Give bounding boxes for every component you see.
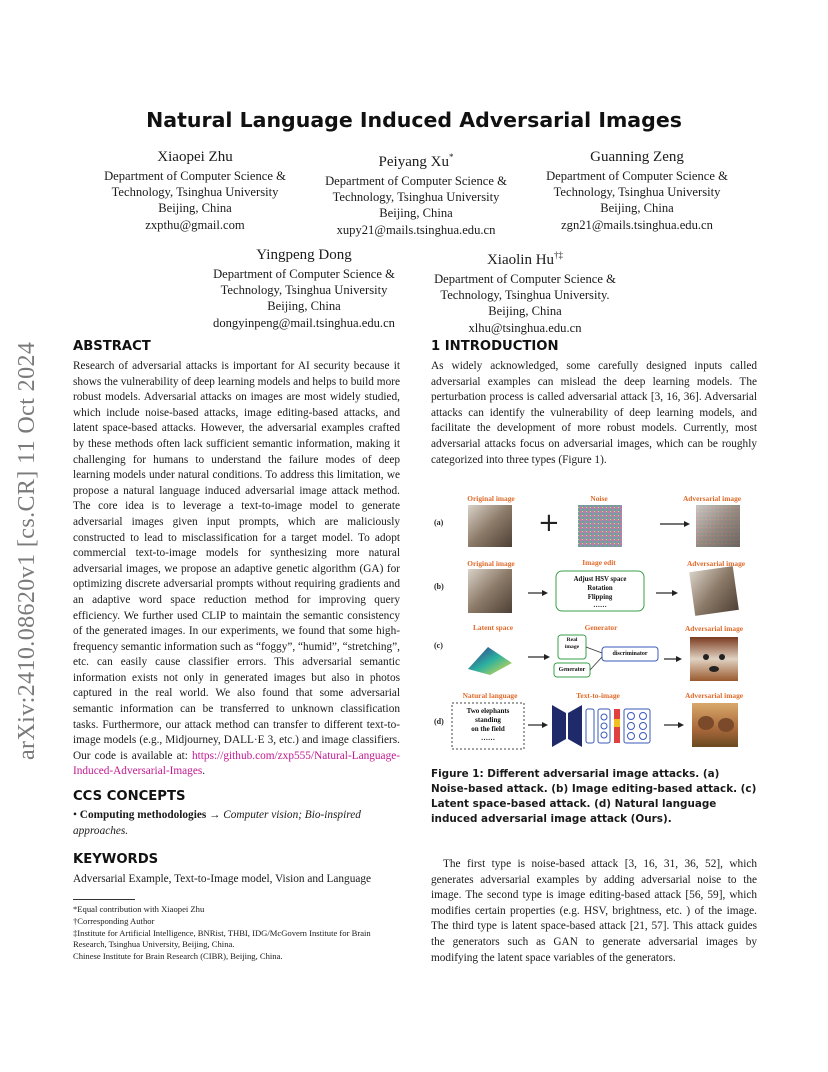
footnote-rule	[73, 899, 135, 900]
prompt-line: Two elephants	[466, 707, 510, 715]
edit-option: Flipping	[587, 594, 613, 601]
real-image-label-line: image	[564, 644, 580, 650]
fig-label: Original image	[467, 559, 515, 568]
author-location: Beijing, China	[488, 304, 562, 319]
adversarial-image	[690, 637, 738, 681]
footnote: *Equal contribution with Xiaopei Zhu	[73, 904, 205, 914]
author-block	[191, 246, 417, 331]
arrow-head-icon	[542, 722, 548, 728]
author-name: Peiyang Xu	[378, 154, 449, 170]
arrow-head-icon	[544, 654, 550, 660]
prompt-line: on the field	[471, 725, 505, 733]
fig-label: Adversarial image	[686, 559, 746, 568]
abstract-end: .	[202, 765, 206, 778]
generator-label: Generator	[558, 667, 586, 673]
arxiv-side-label: arXiv:2410.08620v1 [cs.CR] 11 Oct 2024	[14, 341, 40, 760]
fig-label: Adversarial image	[684, 624, 744, 633]
author-mark: *	[448, 152, 454, 162]
arrow-head-icon	[542, 590, 548, 596]
author-email: dongyinpeng@mail.tsinghua.edu.cn	[213, 315, 395, 330]
author-email: xlhu@tsinghua.edu.cn	[468, 320, 582, 335]
plus-icon: +	[538, 508, 560, 538]
encoder-shape	[552, 705, 566, 747]
arrow-head-icon	[678, 722, 684, 728]
paper-title: Natural Language Induced Adversarial Images	[146, 108, 682, 132]
fig-label: Natural language	[462, 691, 518, 700]
footnote: †Corresponding Author	[73, 915, 155, 926]
row-label: (c)	[434, 641, 443, 650]
edit-option: ……	[593, 602, 607, 609]
author-affiliation: Technology, Tsinghua University	[111, 185, 279, 200]
fig-label: Generator	[584, 623, 618, 632]
decoder-shape	[568, 705, 582, 747]
ccs-text	[73, 808, 400, 839]
fig-label: Noise	[590, 494, 608, 503]
author-email: zgn21@mails.tsinghua.edu.cn	[561, 217, 713, 232]
abstract-heading: ABSTRACT	[73, 339, 151, 354]
ccs-category: Computing methodologies	[79, 809, 207, 821]
fig-label: Adversarial image	[684, 691, 744, 700]
fig-label: Image edit	[582, 558, 616, 567]
row-label: (d)	[434, 717, 444, 726]
author-location: Beijing, China	[379, 206, 453, 221]
adversarial-image	[689, 566, 739, 616]
author-block	[526, 148, 748, 233]
edit-option: Rotation	[587, 585, 613, 592]
author-name: Yingpeng Dong	[256, 247, 352, 263]
author-block	[414, 246, 636, 336]
arrow-head-icon	[684, 521, 690, 527]
author-name: Xiaolin Hu	[486, 252, 555, 268]
edit-option: Adjust HSV space	[573, 576, 627, 583]
author-location: Beijing, China	[600, 201, 674, 216]
author-location: Beijing, China	[267, 299, 341, 314]
author-affiliation: Department of Computer Science &	[325, 174, 507, 188]
keywords-heading: KEYWORDS	[73, 852, 159, 867]
author-affiliation: Department of Computer Science &	[434, 272, 616, 286]
author-email: xupy21@mails.tsinghua.edu.cn	[336, 222, 496, 237]
real-image-label-line: Real	[566, 637, 578, 643]
original-image	[468, 505, 512, 547]
author-affiliation: Technology, Tsinghua University.	[440, 288, 610, 303]
arrow-head-icon	[672, 590, 678, 596]
row-label: (b)	[434, 582, 444, 591]
ccs-bullet: •	[73, 809, 80, 821]
discriminator-label: discriminator	[612, 651, 648, 657]
prompt-line: ……	[481, 734, 495, 742]
author-affiliation: Department of Computer Science &	[546, 169, 728, 183]
author-affiliation: Department of Computer Science &	[104, 169, 286, 183]
figure-1	[428, 487, 758, 752]
code-link[interactable]: https://github.com/zxp555/Natural-Language-Induced-Adversarial-Images	[73, 749, 400, 778]
author-name: Xiaopei Zhu	[157, 149, 233, 165]
intro-paragraph-2: The first type is noise-based attack [3, 16, 31, 36, 52], which generates adversarial examples by adding adversarial noise to the image. The second type is image editing-based attack [56, 59], which modifies certain properties (e.g. HSV, brightness, etc. ) of the image. The third type is latent space-based attack [21, 57]. This attack guides the generators such as GAN to generate adversarial images by modifying the latent space variables of the generators.	[431, 858, 757, 964]
author-block	[305, 148, 527, 238]
author-email: zxpthu@gmail.com	[145, 217, 245, 232]
fig-label: Original image	[467, 494, 515, 503]
ccs-arrow: →	[206, 809, 224, 821]
noise-image	[578, 505, 622, 547]
original-image	[468, 569, 512, 613]
author-affiliation: Technology, Tsinghua University	[220, 283, 388, 298]
author-location: Beijing, China	[158, 201, 232, 216]
prompt-line: standing	[475, 716, 501, 724]
author-block	[84, 148, 306, 233]
ccs-concepts: Computer vision; Bio-inspired approaches.	[73, 809, 361, 837]
intro-paragraph-1: As widely acknowledged, some carefully designed inputs called adversarial examples can mislead the deep learning models. The perturbation process is called adversarial attack [3, 16, 36]. Adversarial attacks can identify the vulnerability of deep learning models, and facilitate the development of more robust models. Currently, most adversarial attacks focus on adversarial images, which can be roughly categorized into three types (Figure 1).	[431, 360, 757, 466]
intro-heading: 1 INTRODUCTION	[431, 339, 559, 354]
author-affiliation: Technology, Tsinghua University	[553, 185, 721, 200]
footnote: Chinese Institute for Brain Research (CIBR), Beijing, China.	[73, 951, 283, 962]
author-affiliation: Department of Computer Science &	[213, 267, 395, 281]
abstract-body: Research of adversarial attacks is important for AI security because it shows the vulnerability of deep learning models and helps to build more robust models. Adversarial attacks on images are most widely studied, which include noise-based attacks, image editing-based attacks, and latent space-based attacks. However, the adversarial examples crafted by these methods often lack sufficient semantic information, making it challenging for humans to understand the failure modes of deep learning models under natural conditions. To address this limitation, we propose a natural language induced adversarial image attack method. The core idea is to leverage a text-to-image model to generate adversarial images given input prompts, which are maliciously constructed to lead to misclassification for a target model. To adopt commercial text-to-image models for synthesizing more natural adversarial images, we propose an adaptive genetic algorithm (GA) for optimizing discrete adversarial prompts without requiring gradients and an adaptive word space reduction method for improving query efficiency. We further used CLIP to maintain the semantic consistency of the generated images. In our experiments, we found that some high-frequency semantic information such as “foggy”, “humid”, “stretching”, etc. can easily cause classifier errors. This adversarial semantic information exists not only in generated images but also in photos captured in the real world. We also found that some adversarial semantic information can be transferred to unknown classification tasks. Furthermore, our attack method can transfer to different text-to-image models (e.g., Midjourney, DALL·E 3, etc.) and image classifiers. Our code is available at:	[73, 360, 400, 762]
row-label: (a)	[434, 518, 444, 527]
fig-label: Text-to-image	[576, 691, 620, 700]
abstract-text	[73, 359, 400, 780]
fig-label: Adversarial image	[682, 494, 742, 503]
keywords-text: Adversarial Example, Text-to-Image model, Vision and Language	[73, 873, 372, 885]
arrow-head-icon	[676, 656, 682, 662]
footnote: ‡Institute for Artificial Intelligence, BNRist, THBI, IDG/McGovern Institute for Brain Research, Tsinghua University, Beijing, China.	[73, 927, 371, 950]
ccs-heading: CCS CONCEPTS	[73, 789, 186, 804]
author-affiliation: Technology, Tsinghua University	[332, 190, 500, 205]
footnotes	[73, 904, 403, 963]
fig-label: Latent space	[472, 623, 514, 632]
author-name: Guanning Zeng	[590, 149, 684, 165]
author-mark: †‡	[554, 250, 564, 260]
prompt-text	[452, 707, 524, 743]
figure-caption: Figure 1: Different adversarial image attacks. (a) Noise-based attack. (b) Image editing-based attack. (c) Latent space-based attack. (d) Natural language induced adversarial image attack (Ours).	[431, 768, 757, 825]
latent-block	[586, 709, 594, 743]
real-image-label	[558, 637, 586, 651]
